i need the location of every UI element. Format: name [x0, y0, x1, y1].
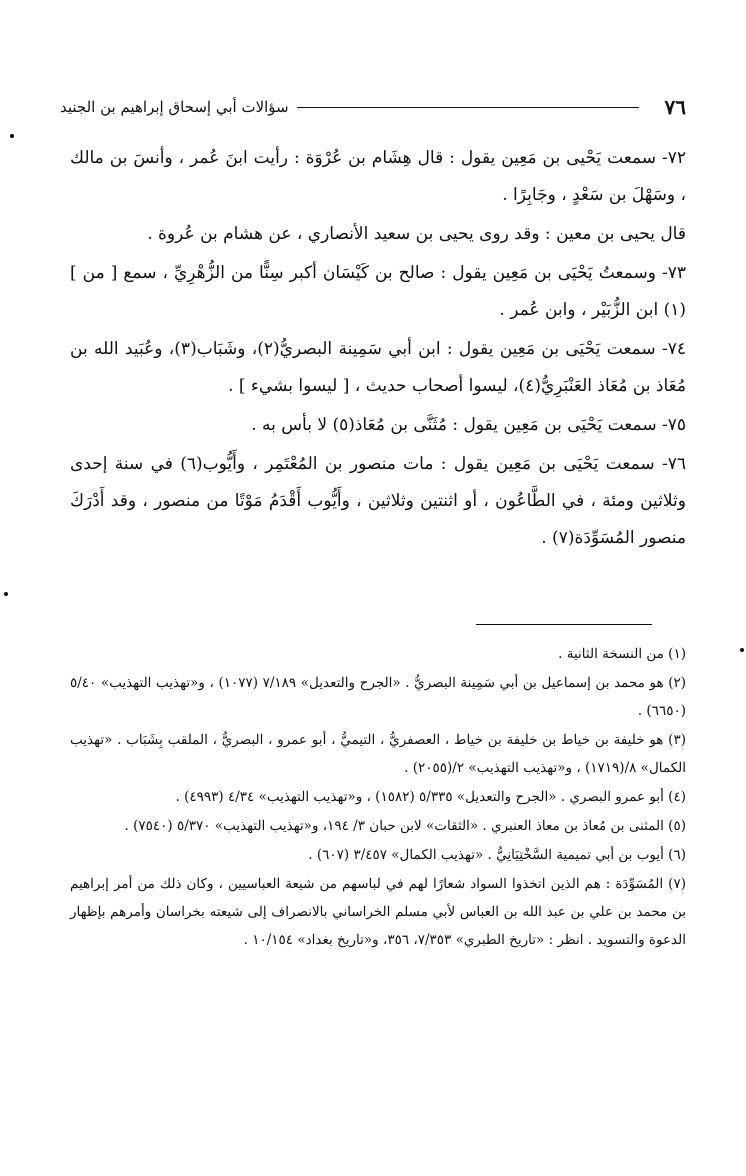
footnote-4: (٤) أبو عمرو البصري . «الجرح والتعديل» ٥/٣٣٥ (١٥٨٢) ، و«تهذيب التهذيب» ٤/٣٤ (٤٩٩٣) .	[175, 789, 686, 805]
footnote-2: (٢) هو محمد بن إسماعيل بن أبي سَمِينة البصريُّ . «الجرح والتعديل» ٧/١٨٩ (١٠٧٧) ، و«تهذيب التهذيب» ٥/٤٠ (٦٦٥٠) .	[70, 675, 687, 719]
main-text	[70, 140, 686, 559]
paragraph-74: ٧٤- سمعت يَحْيَى بن مَعِين يقول : ابن أبي سَمِينة البصريُّ(٢)، وشَبَاب(٣)، وعُبَيد الله بن مُعَاذ بن مُعَاذ العَنْبَرِيُّ(٤)، ليسوا أصحاب حديث ، [ ليسوا بشيء ] .	[70, 339, 686, 396]
scan-speck	[740, 648, 744, 652]
paragraph-72-comment: قال يحيى بن معين : وقد روى يحيى بن سعيد الأنصاري ، عن هشام بن عُروة .	[147, 224, 686, 244]
footnote-1: (١) من النسخة الثانية .	[558, 646, 686, 662]
footnote-separator	[476, 624, 652, 625]
paragraph-75: ٧٥- سمعت يَحْيَى بن مَعِين يقول : مُثَنَّى بن مُعَاذ(٥) لا بأس به .	[251, 415, 686, 435]
header-rule	[297, 107, 639, 108]
footnote-5: (٥) المثنى بن مُعاذ بن معاذ العنبري . «الثقات» لابن حبان ٣/ ١٩٤، و«تهذيب التهذيب» ٥/٣٧٠ (٧٥٤٠) .	[124, 818, 686, 834]
running-title: سؤالات أبي إسحاق إبراهيم بن الجنيد	[60, 98, 289, 116]
paragraph-72: ٧٢- سمعت يَحْيى بن مَعِين يقول : قال هِشَام بن عُرْوَة : رأيت ابنَ عُمر ، وأنسَ بن مالك ، وسَهْلَ بن سَعْدٍ ، وجَابِرًا .	[70, 148, 686, 205]
scan-speck	[10, 134, 14, 138]
footnote-3: (٣) هو خليفة بن خياط بن خليفة بن خياط ، العصفريُّ ، التيميُّ ، أبو عمرو ، البصريُّ ، الملقب بِشَبَاب . «تهذيب الكمال» ٨/(١٧١٩) ، و«تهذيب التهذيب» ٢/(٢٠٥٥) .	[70, 732, 686, 776]
running-header	[60, 92, 686, 122]
footnote-6: (٦) أيوب بن أبي تميمية السَّخْتِيَانِيُّ . «تهذيب الكمال» ٣/٤٥٧ (٦٠٧) .	[308, 847, 686, 863]
footnote-7: (٧) المُسَوِّدَة : هم الذين اتخذوا السواد شعارًا لهم في لباسهم من شيعة العباسيين ، وكان ذلك من أمر إبراهيم بن محمد بن علي بن عبد الله بن العباس لأبي مسلم الخراساني بالانصراف إلى شيعته بخراسان وأمرهم بإظهار الدعوة والتسويد . انظر : «تاريخ الطبري» ٧/٣٥٣، ٣٥٦، و«تاريخ بغداد» ١٠/١٥٤ .	[70, 876, 686, 948]
footnotes	[70, 640, 686, 955]
paragraph-73: ٧٣- وسمعتُ يَحْيَى بن مَعِين يقول : صالح بن كَيْسَان أكبر سِنًّا من الزُّهْرِيِّ ، سمع [ من ](١) ابن الزُّبَيْر ، وابن عُمر .	[70, 263, 686, 320]
paragraph-76: ٧٦- سمعت يَحْيَى بن مَعِين يقول : مات منصور بن المُعْتَمِر ، وأَيُّوب(٦) في سنة إحدى وثلاثين ومئة ، في الطَّاعُون ، أو اثنتين وثلاثين ، وأَيُّوب أَقْدَمُ مَوْتًا من منصور ، وقد أَدْرَكَ منصور المُسَوِّدَة(٧) .	[70, 454, 686, 548]
scan-speck	[4, 592, 8, 596]
page-number: ٧٦	[664, 95, 686, 119]
